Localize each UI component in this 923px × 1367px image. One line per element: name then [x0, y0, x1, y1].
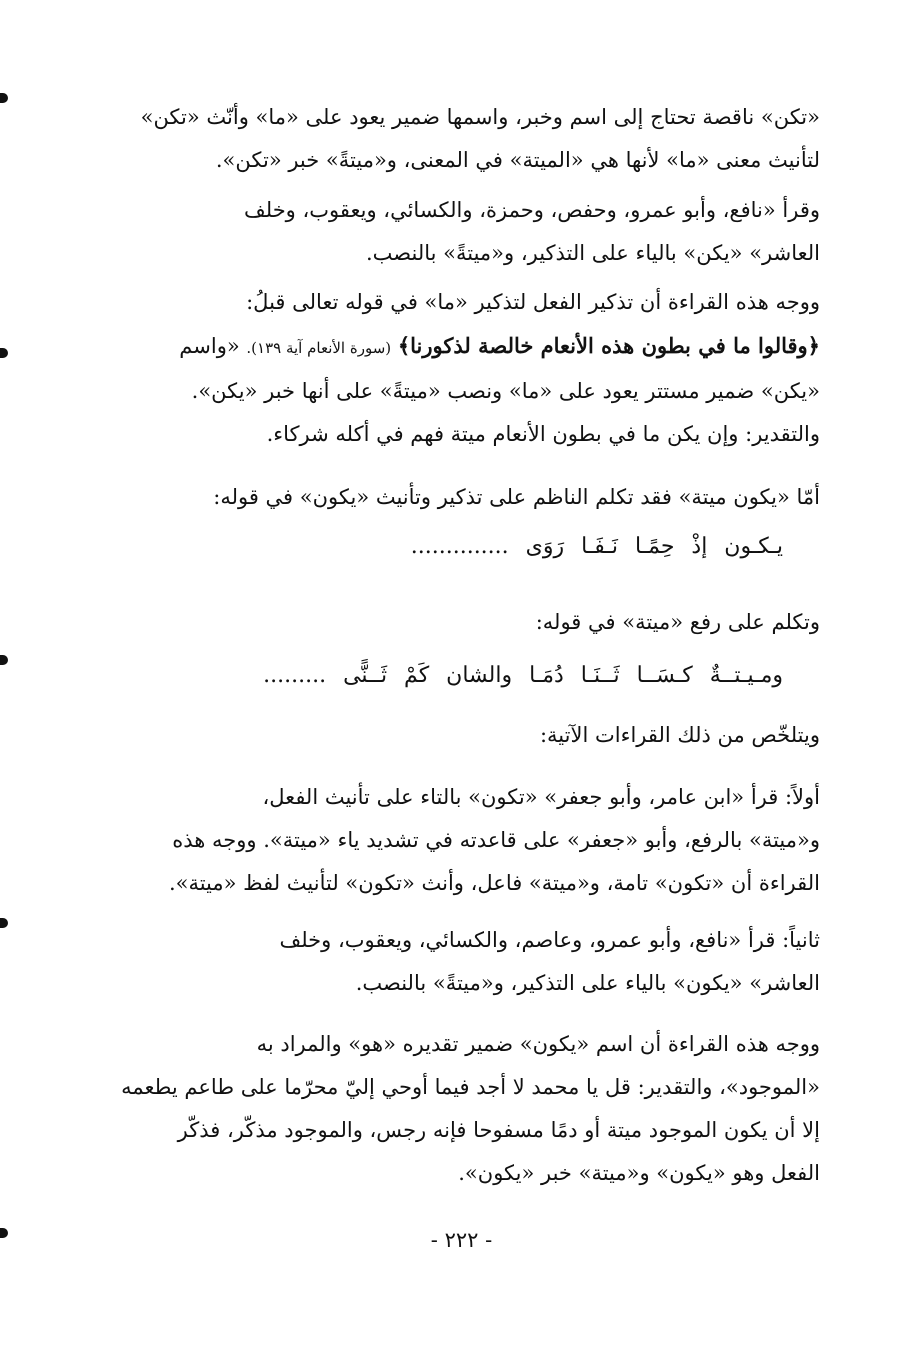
text-line: «تكن» ناقصة تحتاج إلى اسم وخبر، واسمها ضمير يعود على «ما» وأنّث «تكن»: [140, 105, 820, 129]
text-line: أولاً: قرأ «ابن عامر، وأبو جعفر» «تكون» بالتاء على تأنيث الفعل،: [262, 785, 820, 809]
text-line: ووجه هذه القراءة أن تذكير الفعل لتذكير «ما» في قوله تعالى قبلُ:: [246, 290, 820, 314]
binding-mark: [0, 918, 8, 928]
text-line: [106, 324, 820, 370]
text-line: وتكلم على رفع «ميتة» في قوله:: [535, 610, 820, 634]
paragraph: [106, 96, 820, 182]
paragraph: [106, 1023, 820, 1195]
paragraph: [106, 714, 820, 757]
text-line: ثانياً: قرأ «نافع، وأبو عمرو، وعاصم، والكسائي، ويعقوب، وخلف: [279, 928, 820, 952]
binding-mark: [0, 348, 8, 358]
paragraph: [106, 281, 820, 456]
quran-quote: ﴿وقالوا ما في بطون هذه الأنعام خالصة لذكورنا﴾: [397, 333, 820, 358]
paragraph: [106, 189, 820, 275]
binding-mark: [0, 93, 8, 103]
text-line: العاشر» «يكن» بالياء على التذكير، و«ميتةً» بالنصب.: [365, 241, 820, 265]
paragraph: [106, 476, 820, 519]
poem-verse: ومـيـتــةٌ كـسَــا ثَــنَـا دُمَـا والشان كَمْ ثَــنًّى .........: [263, 663, 783, 688]
text-fragment: «واسم: [179, 334, 240, 358]
text-line: و«ميتة» بالرفع، وأبو «جعفر» على قاعدته في تشديد ياء «ميتة». ووجه هذه: [172, 828, 820, 852]
text-line: الفعل وهو «يكون» و«ميتة» خبر «يكون».: [458, 1161, 820, 1185]
binding-mark: [0, 655, 8, 665]
paragraph: [106, 919, 820, 1005]
quran-reference: (سورة الأنعام آية ١٣٩).: [246, 339, 392, 357]
text-line: ووجه هذه القراءة أن اسم «يكون» ضمير تقديره «هو» والمراد به: [256, 1032, 820, 1056]
text-line: ويتلخّص من ذلك القراءات الآتية:: [539, 723, 820, 747]
text-line: «يكن» ضمير مستتر يعود على «ما» ونصب «ميتةً» على أنها خبر «يكن».: [191, 379, 820, 403]
text-line: «الموجود»، والتقدير: قل يا محمد لا أجد فيما أوحي إليّ محرّما على طاعم يطعمه: [121, 1075, 820, 1099]
text-line: وقرأ «نافع، وأبو عمرو، وحفص، وحمزة، والكسائي، ويعقوب، وخلف: [244, 198, 820, 222]
text-line: القراءة أن «تكون» تامة، و«ميتة» فاعل، وأنث «تكون» لتأنيث لفظ «ميتة».: [168, 871, 820, 895]
text-line: إلا أن يكون الموجود ميتة أو دمًا مسفوحا فإنه رجس، والموجود مذكّر، فذكّر: [177, 1118, 820, 1142]
page-number: - ٢٢٢ -: [430, 1228, 493, 1252]
text-line: والتقدير: وإن يكن ما في بطون الأنعام ميتة فهم في أكله شركاء.: [266, 422, 820, 446]
text-line: أمّا «يكون ميتة» فقد تكلم الناظم على تذكير وتأنيث «يكون» في قوله:: [213, 485, 820, 509]
text-line: لتأنيث معنى «ما» لأنها هي «الميتة» في المعنى، و«ميتةً» خبر «تكن».: [215, 148, 820, 172]
paragraph: [106, 776, 820, 905]
paragraph: [106, 601, 820, 644]
poem-verse: يـكـون إذْ حِمًـا نَـفَـا رَوَى ..............: [410, 534, 783, 559]
text-line: العاشر» «يكون» بالياء على التذكير، و«ميتةً» بالنصب.: [355, 971, 820, 995]
